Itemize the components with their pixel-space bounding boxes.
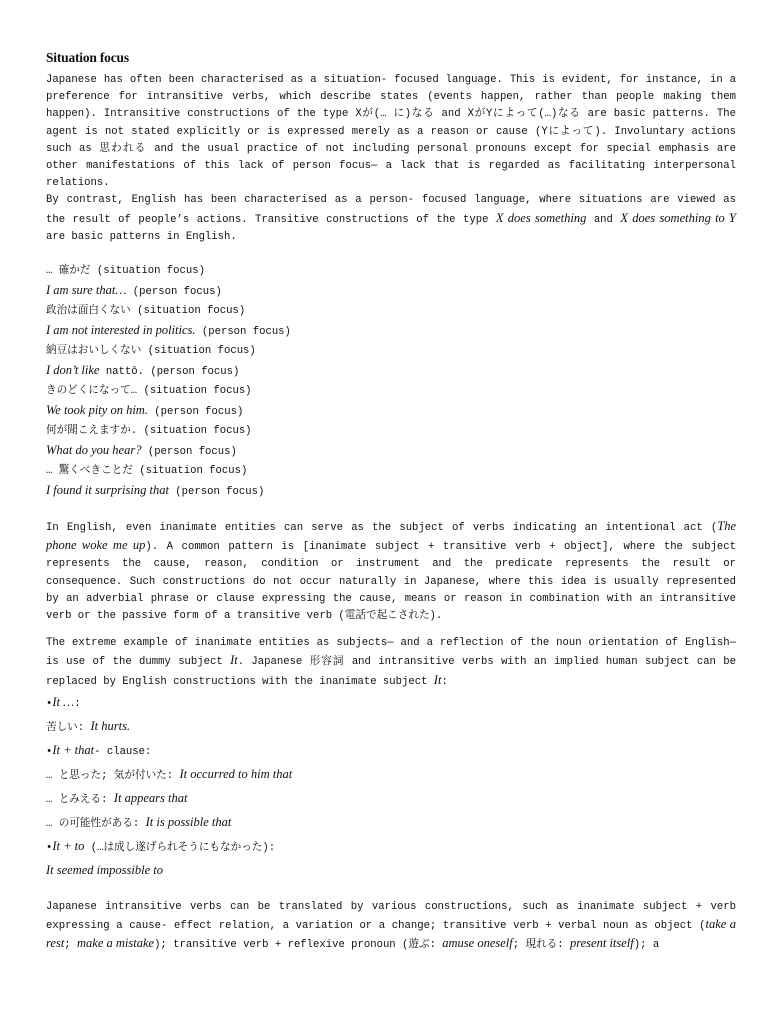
- example-english: What do you hear?: [46, 443, 142, 458]
- paragraph-text: ;: [64, 939, 78, 952]
- paragraph-situation-focus: Japanese has often been characterised as a situation- focused language. This is evident, for instance, in a preference for intransitive verbs, which describe states (events happen, rather than people making them happen). Intransitive constructions of the type Xが(… に)なる and XがYによって(…)なる are basic patterns. The agent is not stated explicitly or is expressed merely as a reason or cause (Yによって). Involuntary actions such as 思われる and the usual practice of not including personal pronouns except for special emphasis are other manifestations of this lack of person focus— a lack that is regarded as facilitating interpersonal relations.: [46, 74, 736, 190]
- translation-english: It occurred to him that: [179, 766, 293, 781]
- bullet-line: [46, 691, 736, 715]
- example-japanese: 何が聞こえますか.: [46, 425, 138, 438]
- paragraph-text: ); transitive verb + reflexive pronoun (遊ぶ:: [154, 939, 443, 952]
- bullet-italic: It + to: [52, 838, 85, 853]
- example-japanese: … 驚くべきことだ: [46, 465, 133, 478]
- paragraph-text: Japanese intransitive verbs can be translated by various constructions, such as inanimate subject + verb expressing a cause- effect relation, a variation or a change; transitive verb + verbal noun as object (: [46, 900, 736, 933]
- example-tag: (person focus): [141, 446, 237, 459]
- example-line: [46, 342, 736, 361]
- italic-phrase: It: [433, 672, 442, 687]
- example-tag: (person focus): [168, 486, 265, 499]
- example-english: I am sure that…: [46, 283, 127, 298]
- example-tag: (person focus): [147, 406, 244, 419]
- translation-english: It seemed impossible to: [46, 862, 163, 877]
- example-tag: (situation focus): [130, 305, 246, 318]
- bullet-icon: •: [46, 745, 53, 758]
- examples-list: [46, 262, 736, 502]
- translation-line: [46, 787, 736, 811]
- paragraph-text: By contrast, English has been characterised as a person- focused language, where situations are viewed as the result of people’s actions. Transitive constructions of the type: [46, 194, 736, 226]
- example-line: [46, 401, 736, 422]
- paragraph-text: ). A common pattern is [inanimate subject + transitive verb + object], where the subject represents the cause, reason, condition or instrument and the predicate represents the result or consequence. Such constructions do not occur naturally in Japanese, where this idea is usually represented by an adverbial phrase or clause expressing the cause, means or reason in combination with an intransitive verb or the passive form of a transitive verb (電話で起こされた).: [46, 541, 736, 623]
- paragraph-text: . Japanese 形容詞 and intransitive verbs with an implied human subject can be replaced by English constructions with the inanimate subject: [46, 656, 736, 688]
- example-tag: (situation focus): [137, 425, 252, 438]
- bullet-plain: (…は成し遂げられそうにもなかった):: [84, 841, 276, 854]
- bullet-italic: It + that: [52, 742, 95, 757]
- example-tag: (person focus): [143, 366, 240, 379]
- italic-phrase: It: [230, 653, 238, 668]
- example-plain: nattō.: [99, 366, 144, 379]
- bullet-line: [46, 835, 736, 859]
- translation-english: It is possible that: [145, 814, 232, 829]
- example-line: [46, 481, 736, 502]
- paragraph-text: ; 現れる:: [512, 939, 570, 952]
- translation-english: It appears that: [113, 790, 188, 805]
- translation-english: It hurts.: [90, 718, 131, 733]
- translation-line: [46, 859, 736, 883]
- italic-phrase: make a mistake: [77, 936, 155, 951]
- bullet-italic: It …: [52, 694, 75, 709]
- example-tag: (person focus): [195, 326, 291, 339]
- example-english: I found it surprising that: [46, 483, 169, 498]
- example-line: [46, 422, 736, 441]
- paragraph-intransitive-translation: [46, 899, 736, 955]
- bullet-icon: •: [46, 697, 53, 710]
- example-tag: (person focus): [126, 286, 222, 299]
- italic-phrase: X does something to Y: [620, 210, 736, 225]
- example-english: I don’t like: [46, 363, 100, 378]
- paragraph-text: are basic patterns in English.: [46, 230, 237, 243]
- example-line: [46, 462, 736, 481]
- example-line: [46, 281, 736, 302]
- it-constructions-list: [46, 691, 736, 883]
- paragraph-text: :: [441, 675, 448, 688]
- translation-line: [46, 763, 736, 787]
- paragraph-text: The extreme example of inanimate entities as subjects— and a reflection of the noun orientation of English— is use of the dummy subject: [46, 637, 736, 669]
- example-japanese: きのどくになって…: [46, 385, 138, 398]
- example-japanese: 納豆はおいしくない: [46, 345, 142, 358]
- example-line: [46, 382, 736, 401]
- translation-japanese: 苦しい:: [46, 721, 85, 734]
- example-english: I am not interested in politics.: [46, 323, 196, 338]
- translation-line: [46, 715, 736, 739]
- example-japanese: 政治は面白くない: [46, 305, 131, 318]
- bullet-plain: - clause:: [94, 745, 152, 758]
- italic-phrase: The phone woke me up: [46, 519, 736, 553]
- example-line: [46, 321, 736, 342]
- translation-japanese: … と思った; 気が付いた:: [46, 769, 174, 782]
- paragraph-text: ); a: [633, 939, 660, 952]
- document-page: [46, 50, 736, 954]
- example-line: [46, 361, 736, 382]
- paragraph-text: and: [586, 213, 621, 226]
- example-line: [46, 262, 736, 281]
- example-tag: (situation focus): [141, 345, 256, 358]
- example-line: [46, 302, 736, 321]
- bullet-icon: •: [46, 841, 53, 854]
- example-tag: (situation focus): [132, 465, 248, 478]
- paragraph-dummy-subject: [46, 635, 736, 691]
- example-english: We took pity on him.: [46, 403, 148, 418]
- paragraph-person-focus: [46, 192, 736, 246]
- translation-japanese: … の可能性がある:: [46, 817, 140, 830]
- example-japanese: … 確かだ: [46, 265, 91, 278]
- italic-phrase: amuse oneself: [442, 936, 513, 951]
- example-tag: (situation focus): [137, 385, 252, 398]
- example-tag: (situation focus): [90, 265, 205, 278]
- paragraph-inanimate-subjects: [46, 518, 736, 625]
- section-heading: Situation focus: [46, 50, 129, 65]
- translation-line: [46, 811, 736, 835]
- italic-phrase: take a rest: [46, 917, 736, 951]
- paragraph-text: In English, even inanimate entities can serve as the subject of verbs indicating an intentional act (: [46, 522, 718, 535]
- example-line: [46, 441, 736, 462]
- bullet-line: [46, 739, 736, 763]
- italic-phrase: present itself: [569, 936, 634, 951]
- italic-phrase: X does something: [495, 210, 587, 225]
- bullet-plain: :: [74, 697, 81, 710]
- translation-japanese: … とみえる:: [46, 793, 108, 806]
